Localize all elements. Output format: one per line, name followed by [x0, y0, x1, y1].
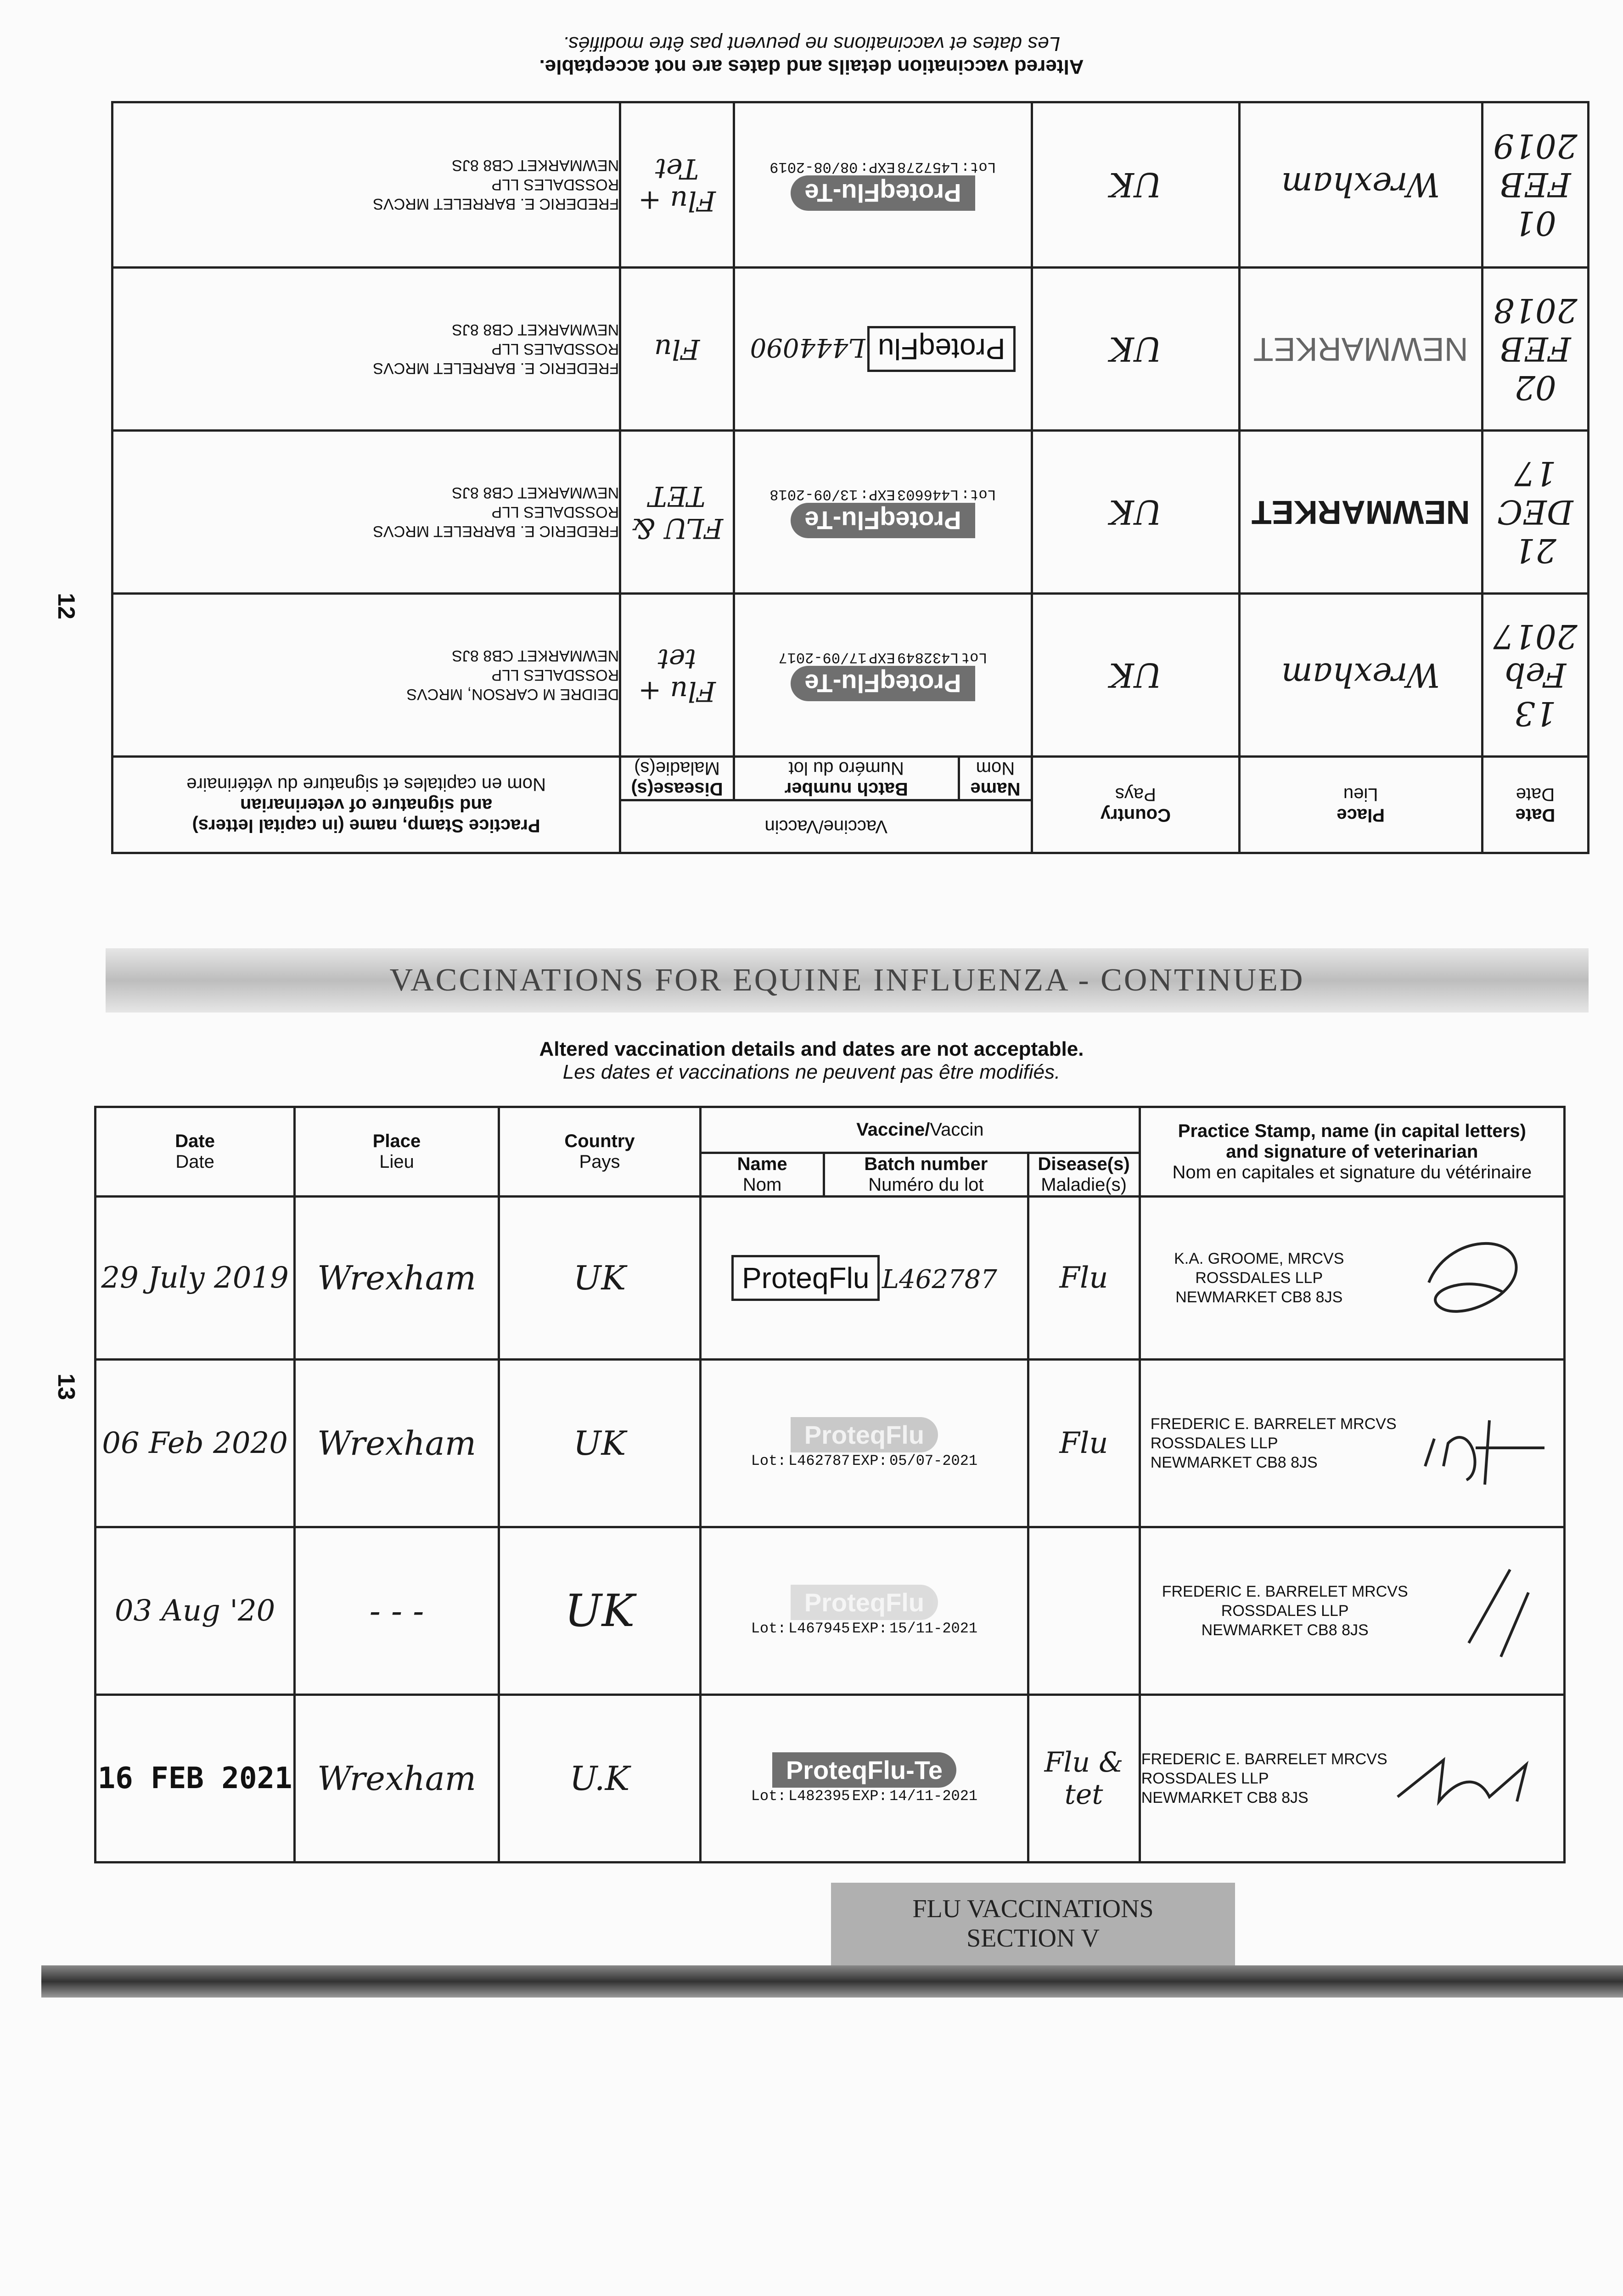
disease-cell	[1028, 1527, 1140, 1695]
country-cell: UK	[499, 1527, 700, 1695]
date-cell: 06 Feb 2020	[95, 1360, 295, 1527]
header-date: Date Date	[1482, 757, 1588, 853]
vaccine-sticker-cell: ProteqFlu-Te Lot: L482395 EXP: 14/11-2021	[701, 1695, 1028, 1863]
page-number-top: 12	[52, 593, 79, 619]
vaccine-sticker-cell: ProteqFlu-Te Lot: L446603 EXP: 13/09-2018	[734, 431, 1032, 594]
disease-cell: Flu	[620, 268, 734, 431]
expiry-date: 14/11-2021	[889, 1788, 978, 1805]
practice-cell: FREDERIC E. BARRELET MRCVS ROSSDALES LLP NEWMARKET CB8 8JS	[112, 431, 620, 594]
vaccine-label: ProteqFlu	[791, 1585, 938, 1620]
practice-cell: DEIDRE M CARSON, MRCVS ROSSDALES LLP NEWMARKET CB8 8JS	[112, 594, 620, 757]
header-batch: Batch number Numéro du lot	[734, 757, 959, 800]
date-cell: 03 Aug '20	[95, 1527, 295, 1695]
section-band	[106, 948, 1589, 1013]
place-cell: Wrexham	[1239, 594, 1482, 757]
lot-number: L462787	[788, 1452, 850, 1469]
header-place: Place Lieu	[295, 1107, 499, 1197]
place-cell: NEWMARKET	[1239, 268, 1482, 431]
disease-cell: Flu + tet	[620, 594, 734, 757]
header-disease: Disease(s) Maladie(s)	[1028, 1153, 1140, 1197]
header-country: Country Pays	[1032, 757, 1239, 853]
disease-cell: Flu	[1028, 1197, 1140, 1360]
table-row	[95, 1360, 1565, 1527]
expiry-date: 08/08-2019	[769, 158, 858, 176]
vaccine-label: ProteqFlu	[791, 1417, 938, 1452]
page-number-bottom: 13	[52, 1373, 79, 1400]
header-name: Name Nom	[701, 1153, 824, 1197]
vaccine-sticker-cell	[701, 1197, 1028, 1360]
country-cell: U.K	[499, 1695, 700, 1863]
vet-signature	[1416, 1393, 1554, 1494]
date-cell: 29 July 2019	[95, 1197, 295, 1360]
table-row	[95, 1527, 1565, 1695]
header-vaccine: Vaccine/Vaccin	[620, 800, 1032, 853]
section-subtitle: SECTION V	[966, 1924, 1100, 1953]
disease-cell: Flu	[1028, 1360, 1140, 1527]
vaccine-stamp: ProteqFlu	[731, 1255, 880, 1301]
date-cell: 01 FEB 2019	[1482, 102, 1588, 268]
place-cell: Wrexham	[295, 1360, 499, 1527]
section-title: FLU VACCINATIONS	[912, 1895, 1154, 1923]
expiry-date: 13/09-2018	[769, 486, 858, 503]
expiry-date: 05/07-2021	[889, 1452, 978, 1469]
country-cell: UK	[499, 1360, 700, 1527]
table-row	[95, 1197, 1565, 1360]
lot-number: L444090	[750, 332, 865, 362]
expiry-date: 17/09-2017	[778, 649, 867, 666]
vaccine-sticker-cell: ProteqFlu Lot: L467945 EXP: 15/11-2021	[701, 1527, 1028, 1695]
lot-number: L462787	[882, 1265, 997, 1294]
band-title: VACCINATIONS FOR EQUINE INFLUENZA - CONTINUED	[389, 962, 1305, 998]
header-name: Name Nom	[959, 757, 1032, 800]
lot-number: L482395	[788, 1788, 850, 1805]
table-row	[112, 268, 1589, 431]
country-cell: UK	[1032, 594, 1239, 757]
lot-number: L457278	[897, 158, 959, 176]
date-cell: 21 DEC 17	[1482, 431, 1588, 594]
date-cell: 13 Feb 2017	[1482, 594, 1588, 757]
table-row	[112, 594, 1589, 757]
header-country: Country Pays	[499, 1107, 700, 1197]
vaccine-sticker-cell: ProteqFlu Lot: L462787 EXP: 05/07-2021	[701, 1360, 1028, 1527]
vaccine-stamp: ProteqFlu	[867, 326, 1016, 372]
vet-signature	[1450, 1551, 1542, 1671]
place-cell: Wrexham	[295, 1695, 499, 1863]
lot-number: L446603	[897, 486, 959, 503]
upper-vaccination-table	[111, 101, 1589, 854]
vaccine-sticker-cell: ProteqFlu-Te Lot: L457278 EXP: 08/08-2019	[734, 102, 1032, 268]
place-cell: Wrexham	[1239, 102, 1482, 268]
practice-cell: K.A. GROOME, MRCVS ROSSDALES LLP NEWMARKET CB8 8JS	[1140, 1197, 1564, 1360]
vaccine-label: ProteqFlu-Te	[772, 1752, 956, 1788]
notice-fr: Les dates et vaccinations ne peuvent pas être modifiés.	[562, 1061, 1061, 1083]
disease-cell: FLU & TET	[620, 431, 734, 594]
lower-notice	[0, 1038, 1623, 1084]
header-place: Place Lieu	[1239, 757, 1482, 853]
practice-cell: FREDERIC E. BARRELET MRCVS ROSSDALES LLP NEWMARKET CB8 8JS	[1140, 1695, 1564, 1863]
header-date: Date Date	[95, 1107, 295, 1197]
expiry-date: 15/11-2021	[889, 1620, 978, 1637]
place-cell: - - -	[295, 1527, 499, 1695]
vaccine-label: ProteqFlu-Te	[791, 503, 975, 538]
notice-en: Altered vaccination details and dates are not acceptable.	[539, 1038, 1084, 1060]
date-cell: 02 FEB 2018	[1482, 268, 1588, 431]
place-cell: Wrexham	[295, 1197, 499, 1360]
vet-signature	[1388, 1733, 1563, 1824]
table-row	[112, 102, 1589, 268]
table-row	[112, 431, 1589, 594]
practice-cell: FREDERIC E. BARRELET MRCVS ROSSDALES LLP NEWMARKET CB8 8JS	[1140, 1527, 1564, 1695]
header-practice: Practice Stamp, name (in capital letters) and signature of veterinarian Nom en capitales et signature du vétérinaire	[112, 757, 620, 853]
country-cell: UK	[1032, 431, 1239, 594]
disease-cell: Flu + Tet	[620, 102, 734, 268]
header-vaccine: Vaccine/Vaccin	[701, 1107, 1140, 1153]
country-cell: UK	[1032, 102, 1239, 268]
vaccine-label: ProteqFlu-Te	[791, 176, 975, 211]
table-row	[95, 1695, 1565, 1863]
practice-cell: FREDERIC E. BARRELET MRCVS ROSSDALES LLP NEWMARKET CB8 8JS	[1140, 1360, 1564, 1527]
binding-edge	[41, 1965, 1623, 1998]
practice-cell: FREDERIC E. BARRELET MRCVS ROSSDALES LLP NEWMARKET CB8 8JS	[112, 102, 620, 268]
header-batch: Batch number Numéro du lot	[824, 1153, 1028, 1197]
vaccine-label: ProteqFlu-Te	[791, 666, 975, 701]
header-practice: Practice Stamp, name (in capital letters) and signature of veterinarian Nom en capitales et signature du vétérinaire	[1140, 1107, 1564, 1197]
lot-number: L432849	[897, 649, 959, 666]
date-cell: 16 FEB 2021	[95, 1695, 295, 1863]
disease-cell: Flu & tet	[1028, 1695, 1140, 1863]
country-cell: UK	[499, 1197, 700, 1360]
lower-vaccination-table	[94, 1106, 1566, 1863]
practice-cell: FREDERIC E. BARRELET MRCVS ROSSDALES LLP NEWMARKET CB8 8JS	[112, 268, 620, 431]
section-tab	[831, 1883, 1235, 1968]
vaccine-sticker-cell	[734, 268, 1032, 431]
vet-signature	[1410, 1227, 1530, 1328]
place-cell: NEWMARKET	[1239, 431, 1482, 594]
vaccine-sticker-cell: ProteqFlu-Te Lot L432849 EXP 17/09-2017	[734, 594, 1032, 757]
upper-notice: Altered vaccination details and dates are not acceptable. Les dates et vaccinations ne peuvent pas être modifiés.	[539, 33, 1084, 78]
lot-number: L467945	[788, 1620, 850, 1637]
country-cell: UK	[1032, 268, 1239, 431]
header-disease: Disease(s) Maladie(s)	[620, 757, 734, 800]
